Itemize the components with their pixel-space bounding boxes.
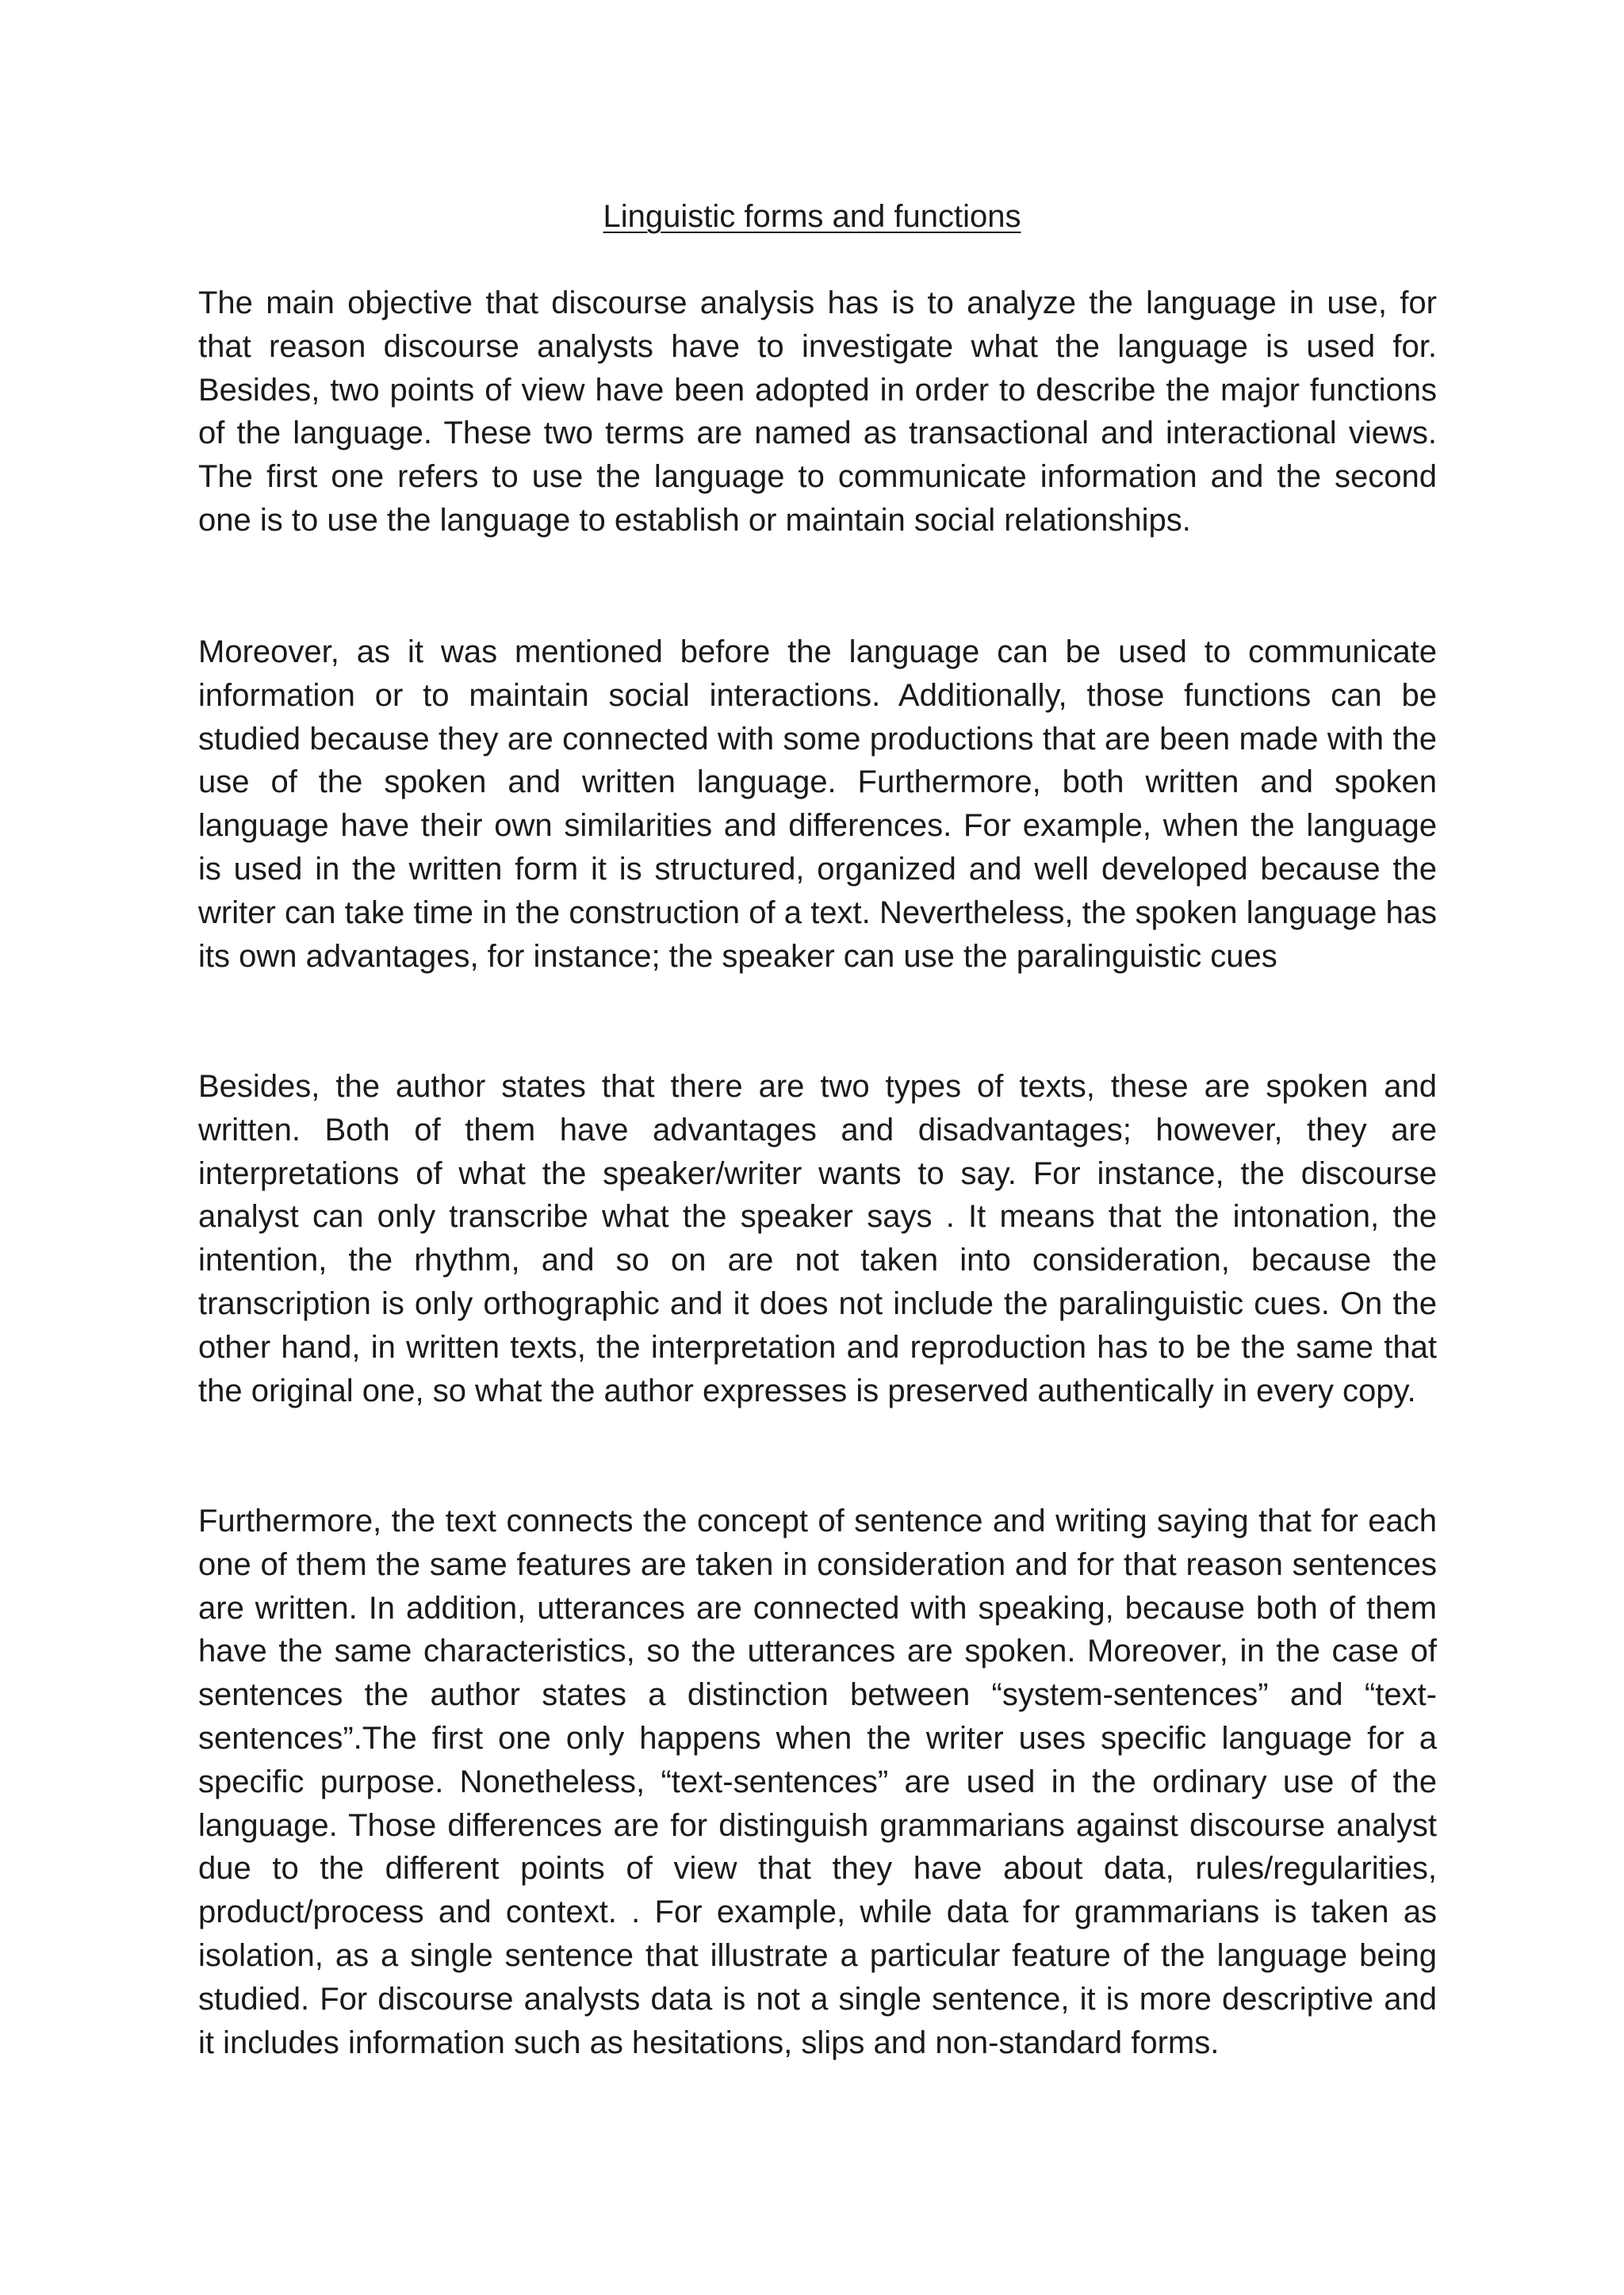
paragraph-1: The main objective that discourse analysis has is to analyze the language in use, for that reason discourse analysts have to investigate what the language is used for. Besides, two points of view have been adopted in order to describe the major functions of the language. These two terms are named as transactional and interactional views. The first one refers to use the language to communicate information and the second one is to use the language to establish or maintain social relationships.: [198, 285, 1437, 538]
document-title-text: Linguistic forms and functions: [603, 199, 1021, 234]
paragraph-2: Moreover, as it was mentioned before the language can be used to communicate information or to maintain social interactions. Additionally, those functions can be studied because they are connected with some productions that are been made with the use of the spoken and written language. Furthermore, both written and spoken language have their own similarities and differences. For example, when the language is used in the written form it is structured, organized and well developed because the writer can take time in the construction of a text. Nevertheless, the spoken language has its own advantages, for instance; the speaker can use the paralinguistic cues: [198, 634, 1437, 974]
document-title: [0, 195, 1624, 238]
paragraph-3: Besides, the author states that there are two types of texts, these are spoken and written. Both of them have advantages and disadvantages; however, they are interpretations of what the speaker/writer wants to say. For instance, the discourse analyst can only transcribe what the speaker says . It means that the intonation, the intention, the rhythm, and so on are not taken into consideration, because the transcription is only orthographic and it does not include the paralinguistic cues. On the other hand, in written texts, the interpretation and reproduction has to be the same that the original one, so what the author expresses is preserved authentically in every copy.: [198, 1069, 1437, 1408]
paragraph-4: Furthermore, the text connects the concept of sentence and writing saying that for each one of them the same features are taken in consideration and for that reason sentences are written. In addition, utterances are connected with speaking, because both of them have the same characteristics, so the utterances are spoken. Moreover, in the case of sentences the author states a distinction between “system-sentences” and “text-sentences”.The first one only happens when the writer uses specific language for a specific purpose. Nonetheless, “text-sentences” are used in the ordinary use of the language. Those differences are for distinguish grammarians against discourse analyst due to the different points of view that they have about data, rules/regularities, product/process and context. . For example, while data for grammarians is taken as isolation, as a single sentence that illustrate a particular feature of the language being studied. For discourse analysts data is not a single sentence, it is more descriptive and it includes information such as hesitations, slips and non-standard forms.: [198, 1504, 1437, 2060]
